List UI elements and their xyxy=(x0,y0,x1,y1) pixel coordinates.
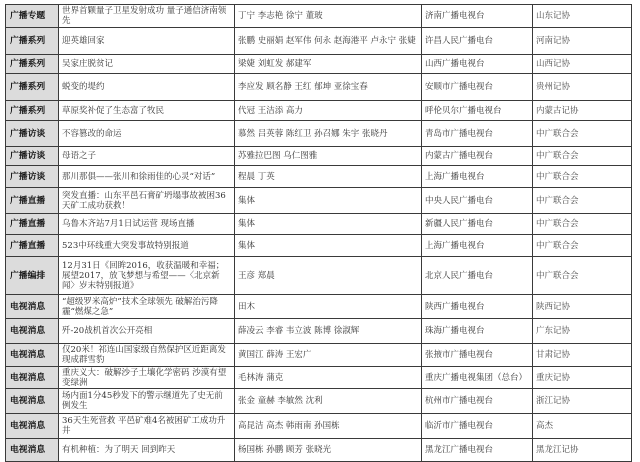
recommender-cell: 黑龙江记协 xyxy=(533,439,632,462)
recommender-cell: 甘肃记协 xyxy=(533,344,632,367)
recommender-cell: 中广联合会 xyxy=(533,257,632,295)
unit-cell: 安顺市广播电视台 xyxy=(422,74,533,101)
table-row xyxy=(6,414,632,439)
category-cell: 电视消息 xyxy=(6,319,59,344)
recommender-cell: 内蒙古记协 xyxy=(533,101,632,121)
unit-cell: 珠海广播电视台 xyxy=(422,319,533,344)
recommender-cell: 中广联合会 xyxy=(533,121,632,147)
unit-cell: 杭州市广播电视台 xyxy=(422,389,533,414)
category-cell: 广播直播 xyxy=(6,188,59,214)
award-table-body xyxy=(6,5,632,462)
recommender-cell: 山东记协 xyxy=(533,5,632,28)
authors-cell: 张金 童赫 李敏然 沈利 xyxy=(235,389,422,414)
category-cell: 广播专题 xyxy=(6,5,59,28)
unit-cell: 北京人民广播电台 xyxy=(422,257,533,295)
unit-cell: 黑龙江广播电视台 xyxy=(422,439,533,462)
recommender-cell: 广东记协 xyxy=(533,319,632,344)
unit-cell: 重庆广播电视集团（总台） xyxy=(422,367,533,389)
unit-cell: 内蒙古广播电视台 xyxy=(422,147,533,166)
unit-cell: 上海广播电视台 xyxy=(422,166,533,188)
authors-cell: 王彦 郑晨 xyxy=(235,257,422,295)
title-cell: 乌鲁木齐站7月1日试运营 现场直播 xyxy=(59,214,235,235)
table-row xyxy=(6,28,632,55)
table-row xyxy=(6,5,632,28)
table-row xyxy=(6,101,632,121)
recommender-cell: 中广联合会 xyxy=(533,214,632,235)
table-row xyxy=(6,439,632,462)
recommender-cell: 贵州记协 xyxy=(533,74,632,101)
recommender-cell: 高杰 xyxy=(533,414,632,439)
unit-cell: 济南广播电视台 xyxy=(422,5,533,28)
title-cell: 迎英雄回家 xyxy=(59,28,235,55)
category-cell: 电视消息 xyxy=(6,295,59,319)
category-cell: 广播直播 xyxy=(6,214,59,235)
authors-cell: 李应发 顾名静 王红 郁坤 亚徐宝春 xyxy=(235,74,422,101)
title-cell: 母语之子 xyxy=(59,147,235,166)
award-table xyxy=(5,4,632,462)
table-row xyxy=(6,235,632,257)
table-row xyxy=(6,55,632,74)
recommender-cell: 河南记协 xyxy=(533,28,632,55)
title-cell: 12月31日《回眸2016，收获温暖和幸福；展望2017，放飞梦想与希望——〈北京新闻〉岁末特别报道》 xyxy=(59,257,235,295)
award-list-sheet xyxy=(5,4,631,462)
unit-cell: 山西广播电视台 xyxy=(422,55,533,74)
unit-cell: 上海广播电视台 xyxy=(422,235,533,257)
authors-cell: 黄国江 薛涛 王宏广 xyxy=(235,344,422,367)
title-cell: 523中环线重大突发事故特别报道 xyxy=(59,235,235,257)
recommender-cell: 浙江记协 xyxy=(533,389,632,414)
unit-cell: 中央人民广播电台 xyxy=(422,188,533,214)
title-cell: 36天生死营救 平邑矿难4名被困矿工成功升井 xyxy=(59,414,235,439)
table-row xyxy=(6,214,632,235)
recommender-cell: 中广联合会 xyxy=(533,235,632,257)
table-row xyxy=(6,257,632,295)
table-row xyxy=(6,147,632,166)
authors-cell: 毛林涛 蒲克 xyxy=(235,367,422,389)
title-cell: 突发直播：山东平邑石膏矿坍塌事故被困36天矿工成功获救！ xyxy=(59,188,235,214)
category-cell: 广播系列 xyxy=(6,74,59,101)
unit-cell: 新疆人民广播电台 xyxy=(422,214,533,235)
category-cell: 电视消息 xyxy=(6,414,59,439)
title-cell: 那川那俱——张川和徐雨佳的心灵“对话” xyxy=(59,166,235,188)
authors-cell: 集体 xyxy=(235,214,422,235)
category-cell: 广播访谈 xyxy=(6,147,59,166)
table-row xyxy=(6,367,632,389)
title-cell: 歼-20战机首次公开亮相 xyxy=(59,319,235,344)
authors-cell: 集体 xyxy=(235,188,422,214)
category-cell: 电视消息 xyxy=(6,344,59,367)
table-row xyxy=(6,344,632,367)
recommender-cell: 中广联合会 xyxy=(533,166,632,188)
unit-cell: 张掖市广播电视台 xyxy=(422,344,533,367)
unit-cell: 呼伦贝尔广播电视台 xyxy=(422,101,533,121)
authors-cell: 田木 xyxy=(235,295,422,319)
category-cell: 广播访谈 xyxy=(6,121,59,147)
category-cell: 广播系列 xyxy=(6,28,59,55)
unit-cell: 陕西广播电视台 xyxy=(422,295,533,319)
authors-cell: 梁婕 刘虹发 郝建军 xyxy=(235,55,422,74)
category-cell: 广播直播 xyxy=(6,235,59,257)
authors-cell: 代冠 王洁添 高力 xyxy=(235,101,422,121)
authors-cell: 丁宁 李志艳 徐宁 董玻 xyxy=(235,5,422,28)
unit-cell: 青岛市广播电视台 xyxy=(422,121,533,147)
category-cell: 电视消息 xyxy=(6,439,59,462)
category-cell: 广播系列 xyxy=(6,55,59,74)
table-row xyxy=(6,389,632,414)
recommender-cell: 重庆记协 xyxy=(533,367,632,389)
authors-cell: 慕然 吕英蓉 陈红卫 孙召娜 朱宇 张晓丹 xyxy=(235,121,422,147)
authors-cell: 薛凌云 李睿 韦立波 陈博 徐淑辉 xyxy=(235,319,422,344)
category-cell: 广播访谈 xyxy=(6,166,59,188)
table-row xyxy=(6,319,632,344)
authors-cell: 苏雅拉巴图 乌仁图雅 xyxy=(235,147,422,166)
authors-cell: 高昆洁 高杰 韩雨南 孙国栋 xyxy=(235,414,422,439)
title-cell: 不容篡改的命运 xyxy=(59,121,235,147)
title-cell: 蜕变的堤约 xyxy=(59,74,235,101)
title-cell: 仅20米！祁连山国家级自然保护区近距离发现成群雪豹 xyxy=(59,344,235,367)
unit-cell: 许昌人民广播电台 xyxy=(422,28,533,55)
title-cell: 草原奖补促了生态富了牧民 xyxy=(59,101,235,121)
category-cell: 电视消息 xyxy=(6,389,59,414)
authors-cell: 程晨 丁英 xyxy=(235,166,422,188)
title-cell: 重庆义大：破解沙子土壤化学密码 沙漠有望变绿洲 xyxy=(59,367,235,389)
recommender-cell: 陕西记协 xyxy=(533,295,632,319)
category-cell: 广播系列 xyxy=(6,101,59,121)
title-cell: 世界首颗量子卫星发射成功 量子通信济南领先 xyxy=(59,5,235,28)
table-row xyxy=(6,295,632,319)
title-cell: 场内面1分45秒发下的警示继道先了史无前例发生 xyxy=(59,389,235,414)
authors-cell: 张鹏 史丽娟 赵军伟 何永 赵海港平 卢永宁 张婕 xyxy=(235,28,422,55)
recommender-cell: 中广联合会 xyxy=(533,147,632,166)
table-row xyxy=(6,121,632,147)
title-cell: 有机种植：为了明天 回到昨天 xyxy=(59,439,235,462)
unit-cell: 临沂市广播电视台 xyxy=(422,414,533,439)
title-cell: “超级罗米高炉”技术全球领先 破解治污降霾“燃煤之急” xyxy=(59,295,235,319)
authors-cell: 集体 xyxy=(235,235,422,257)
recommender-cell: 山西记协 xyxy=(533,55,632,74)
table-row xyxy=(6,74,632,101)
table-row xyxy=(6,188,632,214)
category-cell: 广播编排 xyxy=(6,257,59,295)
table-row xyxy=(6,166,632,188)
title-cell: 吴家庄脱贫记 xyxy=(59,55,235,74)
recommender-cell: 中广联合会 xyxy=(533,188,632,214)
category-cell: 电视消息 xyxy=(6,367,59,389)
authors-cell: 杨国栋 孙鹏 顾芳 张晓光 xyxy=(235,439,422,462)
